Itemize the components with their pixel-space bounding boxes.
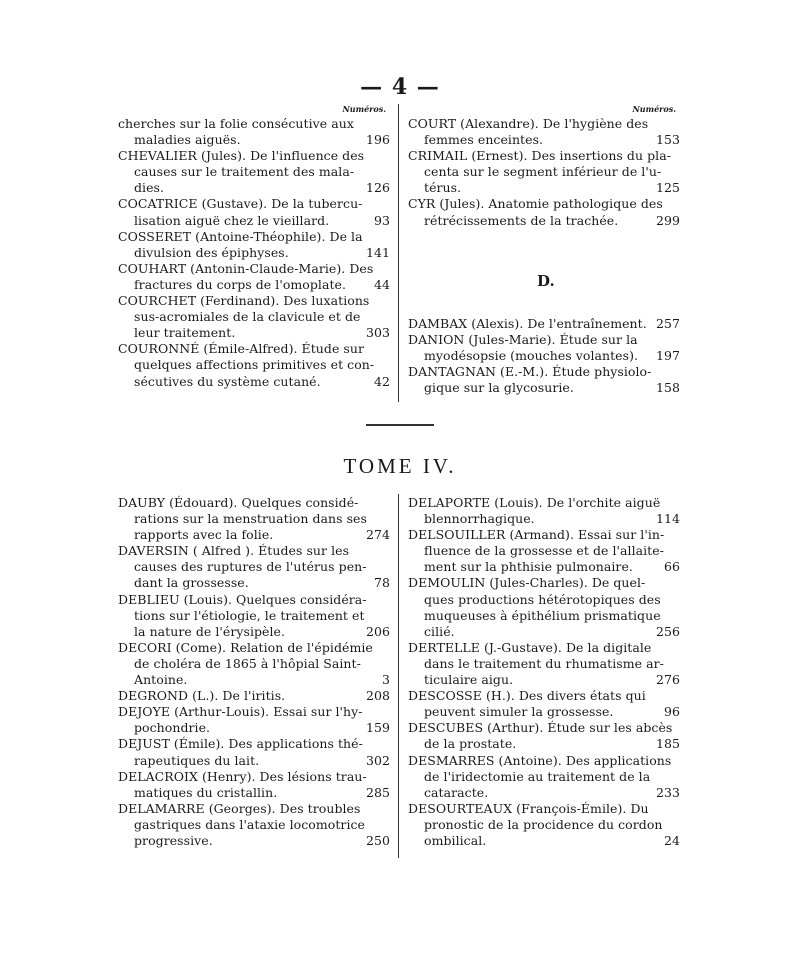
entry-line: COURT (Alexandre). De l'hygiène des xyxy=(408,116,649,131)
entry-number: 197 xyxy=(655,348,680,364)
entry-number: 3 xyxy=(381,672,390,688)
entry-number: 141 xyxy=(365,244,390,260)
entry-line: CYR (Jules). Anatomie pathologique des xyxy=(408,196,663,212)
entry-line: maladies aiguës. 196 xyxy=(134,132,390,148)
index-entry xyxy=(408,688,680,720)
entry-line: divulsion des épiphyses. 141 xyxy=(134,244,390,260)
entry-line: causes sur le traitement des mala- xyxy=(134,164,355,180)
entry-list xyxy=(408,116,680,229)
entry-line: DESOURTEAUX (François-Émile). Du xyxy=(408,800,649,816)
entry-line: de choléra de 1865 à l'hôpial Saint- xyxy=(134,655,361,671)
index-entry xyxy=(118,801,390,849)
entry-line: myodésopsie (mouches volantes). 197 xyxy=(424,348,680,364)
entry-line: COURONNÉ (Émile-Alfred). Étude sur xyxy=(118,341,365,357)
index-entry xyxy=(408,332,680,364)
entry-line: dans le traitement du rhumatisme ar- xyxy=(424,655,664,671)
entry-number: 208 xyxy=(365,688,390,704)
entry-number: 66 xyxy=(663,559,680,575)
entry-line: DANTAGNAN (E.-M.). Étude physiolo- xyxy=(408,364,652,380)
entry-number: 274 xyxy=(365,527,390,543)
index-entry xyxy=(408,196,680,228)
entry-line: blennorrhagique. 114 xyxy=(424,511,680,527)
entry-number: 42 xyxy=(373,373,390,389)
entry-line: DESCUBES (Arthur). Étude sur les abcès xyxy=(408,720,673,736)
entry-line: rations sur la menstruation dans ses xyxy=(134,511,367,527)
entry-line: ment sur la phthisie pulmonaire. 66 xyxy=(424,559,680,575)
entry-number: 206 xyxy=(365,623,390,639)
section-title: TOME IV. xyxy=(343,454,457,478)
entry-line: DECORI (Come). Relation de l'épidémie xyxy=(118,639,373,655)
entry-number: 185 xyxy=(655,736,680,752)
entry-line: quelques affections primitives et con- xyxy=(134,357,375,373)
index-entry xyxy=(408,720,680,752)
entry-list xyxy=(118,116,390,390)
entry-number: 159 xyxy=(365,720,390,736)
entry-number: 233 xyxy=(655,784,680,800)
entry-line: sus-acromiales de la clavicule et de xyxy=(134,309,361,325)
entry-line: DAVERSIN ( Alfred ). Études sur les xyxy=(118,543,350,559)
top-left-column xyxy=(118,104,390,390)
entry-line: fractures du corps de l'omoplate. 44 xyxy=(134,276,390,292)
entry-line: DEJUST (Émile). Des applications thé- xyxy=(118,736,363,752)
index-entry xyxy=(118,229,390,261)
index-entry xyxy=(118,704,390,736)
index-entry xyxy=(408,316,680,332)
entry-number: 299 xyxy=(655,212,680,228)
entry-line: DEBLIEU (Louis). Quelques considéra- xyxy=(118,591,367,607)
entry-line: tions sur l'étiologie, le traitement et xyxy=(134,607,365,623)
index-entry xyxy=(118,592,390,640)
entry-line: Antoine. 3 xyxy=(134,672,390,688)
index-entry xyxy=(408,495,680,527)
entry-line: matiques du cristallin. 285 xyxy=(134,784,390,800)
index-entry xyxy=(118,116,390,148)
entry-line: rapeutiques du lait. 302 xyxy=(134,752,390,768)
entry-line: la nature de l'érysipèle. 206 xyxy=(134,623,390,639)
entry-line: gique sur la glycosurie. 158 xyxy=(424,380,680,396)
entry-line: causes des ruptures de l'utérus pen- xyxy=(134,559,367,575)
entry-number: 250 xyxy=(365,832,390,848)
entry-number: 302 xyxy=(365,752,390,768)
index-entry xyxy=(118,261,390,293)
index-entry xyxy=(408,527,680,575)
bottom-left-column xyxy=(118,495,390,849)
entry-number: 93 xyxy=(373,212,390,228)
entry-line: fluence de la grossesse et de l'allaite- xyxy=(424,543,664,559)
entry-line: COSSERET (Antoine-Théophile). De la xyxy=(118,228,363,244)
entry-line: DEJOYE (Arthur-Louis). Essai sur l'hy- xyxy=(118,704,363,720)
entry-line: de l'iridectomie au traitement de la xyxy=(424,768,651,784)
entry-line: DELAMARRE (Georges). Des troubles xyxy=(118,800,361,816)
section-separator xyxy=(366,424,434,426)
entry-line: térus. 125 xyxy=(424,180,680,196)
entry-number: 196 xyxy=(365,132,390,148)
entry-number: 257 xyxy=(655,316,680,331)
entry-line: rapports avec la folie. 274 xyxy=(134,527,390,543)
index-entry xyxy=(118,769,390,801)
entry-list xyxy=(408,316,680,396)
entry-number: 256 xyxy=(655,623,680,639)
entry-line: centa sur le segment inférieur de l'u- xyxy=(424,164,662,180)
entry-number: 125 xyxy=(655,180,680,196)
top-right-column xyxy=(408,104,680,229)
index-entry xyxy=(118,293,390,341)
entry-line: COURCHET (Ferdinand). Des luxations xyxy=(118,293,370,309)
entry-line: DERTELLE (J.-Gustave). De la digitale xyxy=(408,639,652,655)
entry-line: CRIMAIL (Ernest). Des insertions du pla- xyxy=(408,148,671,164)
entry-line: pronostic de la procidence du cordon xyxy=(424,816,663,832)
column-header: Numéros. xyxy=(632,104,676,114)
entry-line: DAUBY (Édouard). Quelques considé- xyxy=(118,495,359,510)
entry-number: 303 xyxy=(365,325,390,341)
index-entry xyxy=(408,364,680,396)
index-entry xyxy=(408,116,680,148)
letter-heading: D. xyxy=(537,272,555,290)
index-entry xyxy=(118,543,390,591)
entry-line: sécutives du système cutané. 42 xyxy=(134,373,390,389)
entry-list xyxy=(408,495,680,849)
entry-line: DANION (Jules-Marie). Étude sur la xyxy=(408,332,638,348)
page-number: — 4 — xyxy=(360,74,440,100)
column-header: Numéros. xyxy=(342,104,386,114)
entry-number: 126 xyxy=(365,180,390,196)
entry-line: dies. 126 xyxy=(134,180,390,196)
index-entry xyxy=(118,736,390,768)
index-entry xyxy=(408,640,680,688)
entry-number: 24 xyxy=(663,832,680,848)
index-entry xyxy=(118,148,390,196)
index-entry xyxy=(118,341,390,389)
bottom-right-column xyxy=(408,495,680,849)
entry-line: de la prostate. 185 xyxy=(424,736,680,752)
entry-line: DAMBAX (Alexis). De l'entraînement. 257 xyxy=(408,316,680,331)
entry-line: pochondrie. 159 xyxy=(134,720,390,736)
column-divider xyxy=(398,104,399,402)
entry-line: dant la grossesse. 78 xyxy=(134,575,390,591)
entry-number: 285 xyxy=(365,784,390,800)
entry-line: DESCOSSE (H.). Des divers états qui xyxy=(408,688,646,704)
entry-line: DESMARRES (Antoine). Des applications xyxy=(408,752,672,768)
entry-number: 276 xyxy=(655,672,680,688)
entry-line: ombilical. 24 xyxy=(424,832,680,848)
entry-line: ticulaire aigu. 276 xyxy=(424,672,680,688)
entry-list xyxy=(118,495,390,849)
entry-line: DELACROIX (Henry). Des lésions trau- xyxy=(118,768,367,784)
index-entry xyxy=(408,753,680,801)
entry-line: ques productions hétérotopiques des xyxy=(424,591,661,607)
entry-line: lisation aiguë chez le vieillard. 93 xyxy=(134,212,390,228)
entry-line: DEMOULIN (Jules-Charles). De quel- xyxy=(408,575,646,591)
top-right-column-d xyxy=(408,316,680,396)
entry-line: progressive. 250 xyxy=(134,832,390,848)
entry-line: muqueuses à épithélium prismatique xyxy=(424,607,661,623)
entry-line: cataracte. 233 xyxy=(424,784,680,800)
entry-line: COUHART (Antonin-Claude-Marie). Des xyxy=(118,260,374,276)
entry-number: 114 xyxy=(655,511,680,527)
entry-number: 78 xyxy=(373,575,390,591)
index-entry xyxy=(118,495,390,543)
entry-line: DELAPORTE (Louis). De l'orchite aiguë xyxy=(408,495,661,510)
entry-line: peuvent simuler la grossesse. 96 xyxy=(424,704,680,720)
entry-line: COCATRICE (Gustave). De la tubercu- xyxy=(118,196,363,212)
entry-line: leur traitement. 303 xyxy=(134,325,390,341)
entry-number: 96 xyxy=(663,704,680,720)
index-entry xyxy=(408,801,680,849)
entry-line: CHEVALIER (Jules). De l'influence des xyxy=(118,148,365,164)
entry-number: 153 xyxy=(655,132,680,148)
entry-line: DELSOUILLER (Armand). Essai sur l'in- xyxy=(408,527,665,543)
entry-line: rétrécissements de la trachée. 299 xyxy=(424,212,680,228)
entry-line: cilié. 256 xyxy=(424,623,680,639)
index-entry xyxy=(118,640,390,688)
entry-line: cherches sur la folie consécutive aux xyxy=(118,116,354,131)
column-divider xyxy=(398,494,399,858)
index-entry xyxy=(408,575,680,639)
index-entry xyxy=(408,148,680,196)
entry-number: 158 xyxy=(655,380,680,396)
entry-line: gastriques dans l'ataxie locomotrice xyxy=(134,816,365,832)
entry-line: femmes enceintes. 153 xyxy=(424,132,680,148)
index-entry xyxy=(118,196,390,228)
entry-line: DEGROND (L.). De l'iritis. 208 xyxy=(118,688,390,704)
index-entry xyxy=(118,688,390,704)
entry-number: 44 xyxy=(373,276,390,292)
